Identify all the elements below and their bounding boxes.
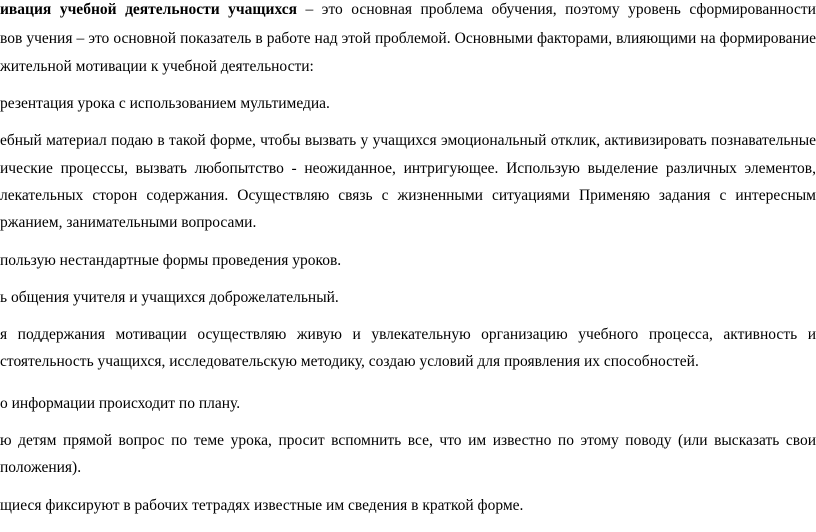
paragraph-9-line-1: щиеся фиксируют в рабочих тетрадях известные им сведения в краткой форме. xyxy=(0,497,524,514)
paragraph-1-line-3: жительной мотивации к учебной деятельности: xyxy=(0,58,314,75)
paragraph-8-line-1: ю детям прямой вопрос по теме урока, просит вспомнить все, что им известно по этому поводу (или высказать свои xyxy=(0,432,816,449)
paragraph-3-line-2: ические процессы, вызвать любопытство - неожиданное, интригующее. Использую выделение различных элементов, xyxy=(0,160,816,177)
paragraph-6-line-1: я поддержания мотивации осуществляю живую и увлекательную организацию учебного процесса, активность и xyxy=(0,326,816,343)
paragraph-5-line-1: ь общения учителя и учащихся доброжелательный. xyxy=(0,289,339,306)
paragraph-3-line-1: ебный материал подаю в такой форме, чтобы вызвать у учащихся эмоциональный отклик, активизировать познавательные xyxy=(0,132,816,149)
paragraph-1-line-2: вов учения – это основной показатель в работе над этой проблемой. Основными факторами, влияющими на формирование xyxy=(0,30,816,47)
paragraph-4-line-1: пользую нестандартные формы проведения уроков. xyxy=(0,252,342,269)
paragraph-3-line-4: ржанием, занимательными вопросами. xyxy=(0,214,257,231)
paragraph-3-line-3: лекательных сторон содержания. Осуществляю связь с жизненными ситуациями Применяю задания с интересным xyxy=(0,187,816,204)
bold-lead-term: ивация учебной деятельности учащихся xyxy=(0,1,298,18)
paragraph-1-line-1 xyxy=(0,0,816,20)
paragraph-7-line-1: о информации происходит по плану. xyxy=(0,395,241,412)
paragraph-8-line-2: положения). xyxy=(0,459,82,476)
paragraph-2-line-1: резентация урока с использованием мультимедиа. xyxy=(0,95,330,112)
lead-continuation: – это основная проблема обучения, поэтому уровень сформированности xyxy=(297,1,816,18)
paragraph-6-line-2: стоятельность учащихся, исследовательскую методику, создаю условий для проявления их способностей. xyxy=(0,353,699,370)
